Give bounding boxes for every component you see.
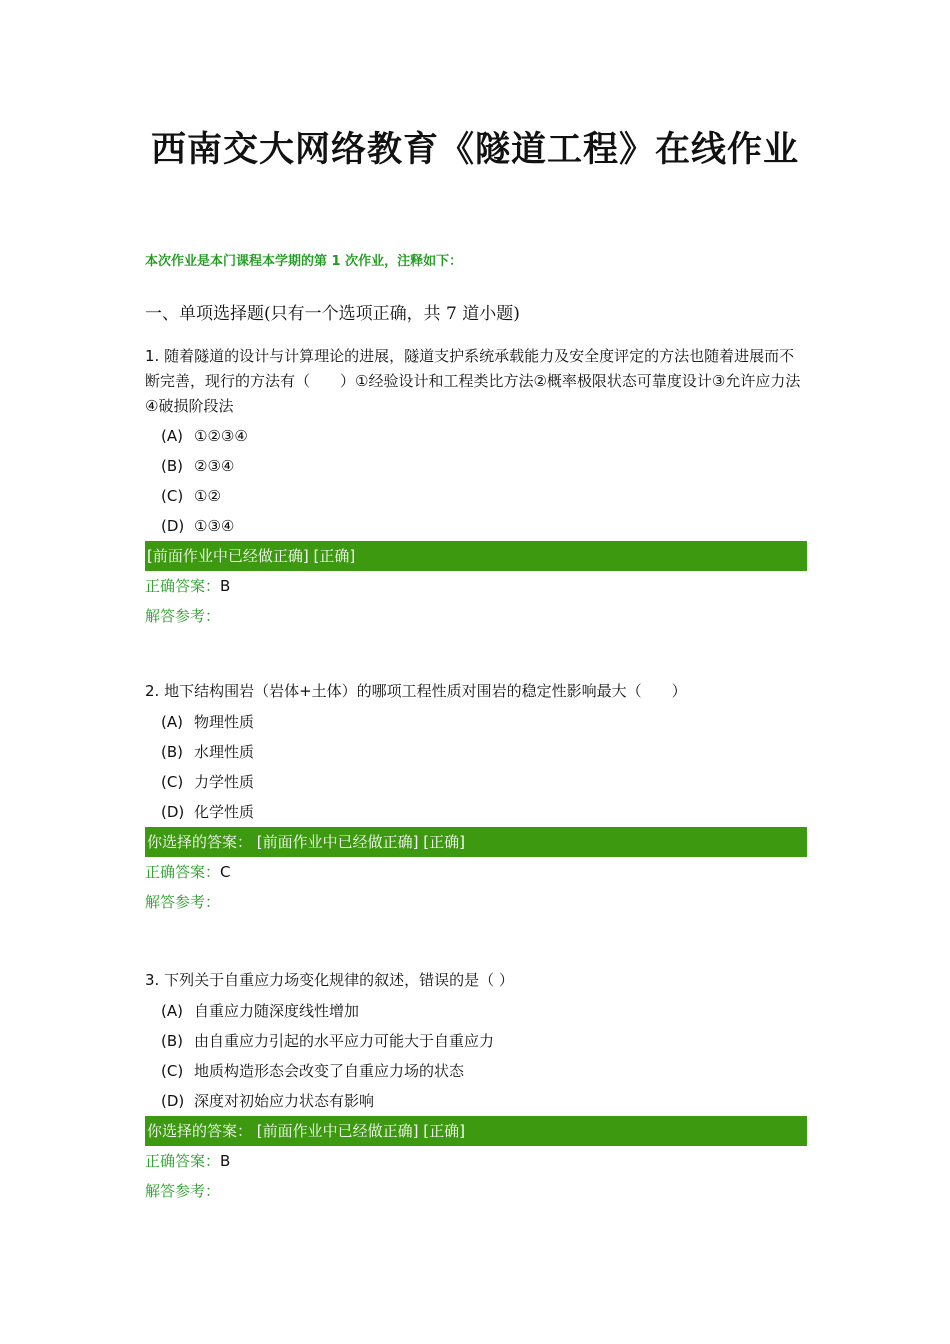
option-key: (B) <box>161 457 183 475</box>
question-2 <box>145 679 807 917</box>
correct-answer-value: B <box>220 577 231 595</box>
question-2-options <box>145 707 807 827</box>
option-d[interactable] <box>145 797 807 827</box>
option-text: ①③④ <box>194 517 235 535</box>
answer-reference: 解答参考： <box>145 607 221 625</box>
question-1-options <box>145 421 807 541</box>
option-key: (A) <box>161 1002 183 1020</box>
result-status-bar: 你选择的答案： [前面作业中已经做正确] [正确] <box>145 1116 807 1146</box>
option-key: (C) <box>161 1062 184 1080</box>
option-d[interactable] <box>145 511 807 541</box>
correct-answer-value: B <box>220 1152 231 1170</box>
answer-reference: 解答参考： <box>145 893 221 911</box>
question-2-stem: 2. 地下结构围岩（岩体+土体）的哪项工程性质对围岩的稳定性影响最大（ ） <box>145 682 687 700</box>
option-key: (C) <box>161 773 184 791</box>
document-title: 西南交大网络教育《隧道工程》在线作业 <box>150 129 799 170</box>
option-a[interactable] <box>145 707 807 737</box>
option-key: (B) <box>161 1032 183 1050</box>
option-key: (D) <box>161 1092 185 1110</box>
option-text: ②③④ <box>194 457 235 475</box>
option-text: ①② <box>194 487 221 505</box>
option-text: 水理性质 <box>194 743 255 761</box>
question-3-stem: 3. 下列关于自重应力场变化规律的叙述，错误的是（ ） <box>145 971 514 989</box>
correct-answer-label: 正确答案： <box>145 577 221 595</box>
option-c[interactable] <box>145 1056 807 1086</box>
correct-answer-label: 正确答案： <box>145 863 221 881</box>
correct-answer-label: 正确答案： <box>145 1152 221 1170</box>
option-text: 物理性质 <box>194 713 255 731</box>
option-b[interactable] <box>145 1026 807 1056</box>
answer-reference: 解答参考： <box>145 1182 221 1200</box>
option-text: 自重应力随深度线性增加 <box>194 1002 360 1020</box>
option-text: 地质构造形态会改变了自重应力场的状态 <box>194 1062 465 1080</box>
option-a[interactable] <box>145 996 807 1026</box>
option-key: (A) <box>161 713 183 731</box>
option-text: 力学性质 <box>194 773 255 791</box>
option-text: 由自重应力引起的水平应力可能大于自重应力 <box>194 1032 495 1050</box>
question-3 <box>145 968 807 1206</box>
option-b[interactable] <box>145 737 807 767</box>
option-text: 深度对初始应力状态有影响 <box>194 1092 375 1110</box>
option-key: (B) <box>161 743 183 761</box>
option-key: (D) <box>161 517 185 535</box>
option-key: (D) <box>161 803 185 821</box>
option-text: ①②③④ <box>194 427 248 445</box>
result-status-bar: [前面作业中已经做正确] [正确] <box>145 541 807 571</box>
question-3-options <box>145 996 807 1116</box>
correct-answer <box>145 857 807 887</box>
question-1-stem: 1. 随着隧道的设计与计算理论的进展，隧道支护系统承载能力及安全度评定的方法也随着进展而不断完善，现行的方法有（ ）①经验设计和工程类比方法②概率极限状态可靠度设计③允许应力法④破损阶段法 <box>145 347 801 415</box>
question-1 <box>145 344 807 631</box>
correct-answer <box>145 571 807 601</box>
option-c[interactable] <box>145 767 807 797</box>
option-key: (A) <box>161 427 183 445</box>
result-status-bar: 你选择的答案： [前面作业中已经做正确] [正确] <box>145 827 807 857</box>
option-d[interactable] <box>145 1086 807 1116</box>
option-text: 化学性质 <box>194 803 255 821</box>
option-a[interactable] <box>145 421 807 451</box>
correct-answer-value: C <box>220 863 231 881</box>
section-title: 一、单项选择题(只有一个选项正确，共 7 道小题) <box>145 304 520 324</box>
option-key: (C) <box>161 487 184 505</box>
correct-answer <box>145 1146 807 1176</box>
option-b[interactable] <box>145 451 807 481</box>
option-c[interactable] <box>145 481 807 511</box>
assignment-note: 本次作业是本门课程本学期的第 1 次作业，注释如下： <box>145 254 463 269</box>
